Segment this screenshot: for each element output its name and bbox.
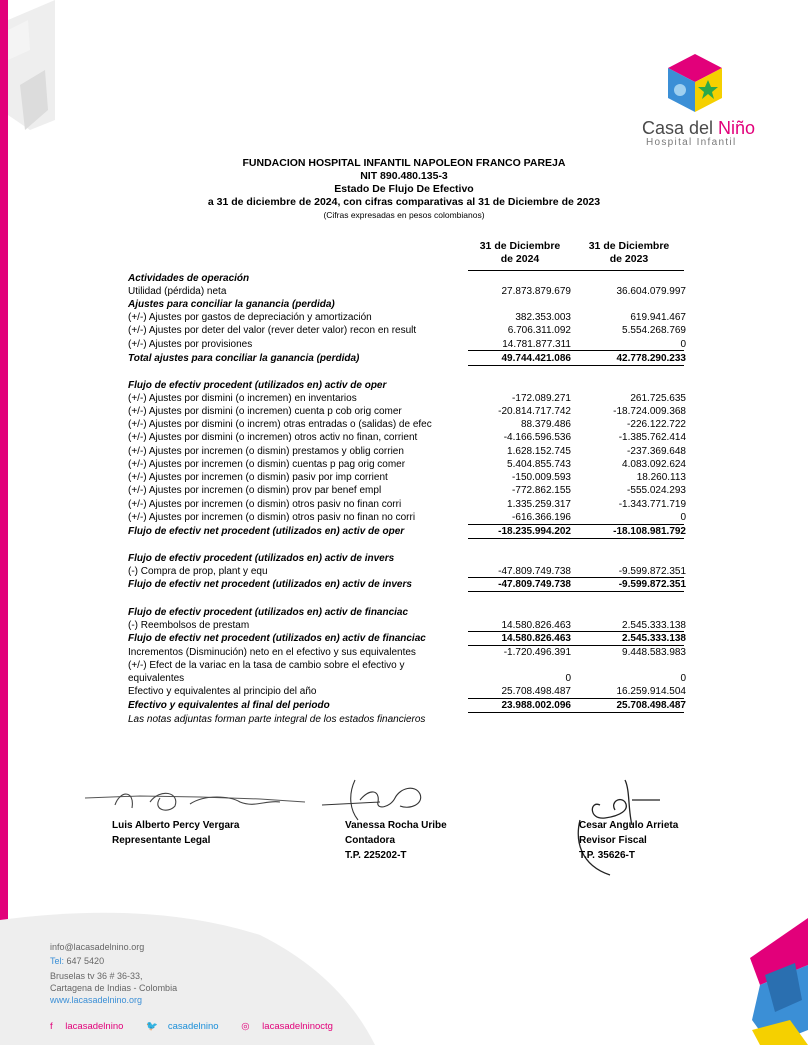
column-header-2023: 31 de Diciembre de 2023 [588,240,670,265]
table-row: Flujo de efectiv procedent (utilizados en) activ de financiac [128,607,409,618]
table-row: (+/-) Ajustes por incremen (o dismin) pasiv por imp corrient -150.009.593 18.260.113 [128,472,686,483]
table-row: (-) Compra de prop, plant y equ -47.809.749.738 -9.599.872.351 [128,566,686,577]
statement-title: Estado De Flujo De Efectivo [334,183,474,195]
table-row: (+/-) Ajustes por incremen (o dismin) cuentas p pag orig comer 5.404.855.743 4.083.092.624 [128,459,686,470]
currency-note: (Cifras expresadas en pesos colombianos) [323,210,485,220]
table-row: Incrementos (Disminución) neto en el efectivo y sus equivalentes -1.720.496.391 9.448.583.983 [128,647,686,658]
table-row: (+/-) Ajustes por deter del valor (rever deter valor) recon en result 6.706.311.092 5.554.268.769 [128,325,686,336]
table-row: (+/-) Ajustes por provisiones 14.781.877.311 0 [128,339,686,350]
instagram-link[interactable]: ◎ lacasadelninoctg [241,1021,333,1032]
rule [468,365,684,366]
facebook-link[interactable]: f lacasadelnino [50,1021,124,1032]
facebook-icon: f [50,1021,53,1032]
company-nit: NIT 890.480.135-3 [360,170,448,182]
table-row: Flujo de efectiv procedent (utilizados en) activ de invers [128,553,395,564]
table-row-total: Flujo de efectiv net procedent (utilizados en) activ de financiac 14.580.826.463 2.545.333.138 [128,633,686,644]
rule [468,645,684,646]
table-row-total: Efectivo y equivalentes al final del periodo 23.988.002.096 25.708.498.487 [128,700,686,711]
table-row: (+/-) Ajustes por incremen (o dismin) otros pasiv no finan no corri -616.366.196 0 [128,512,686,523]
footer-email[interactable]: info@lacasadelnino.org [50,942,145,952]
table-row: (+/-) Ajustes por dismini (o incremen) cuenta p cob orig comer -20.814.717.742 -18.724.009.368 [128,406,686,417]
rule [468,712,684,713]
signature-accountant: Vanessa Rocha Uribe Contadora T.P. 225202-T [345,820,447,861]
table-row-total: Flujo de efectiv net procedent (utilizados en) activ de invers -47.809.749.738 -9.599.872.351 [128,579,686,590]
table-row: (+/-) Ajustes por incremen (o dismin) prov par benef empl -772.862.155 -555.024.293 [128,485,686,496]
footer-website-link[interactable]: www.lacasadelnino.org [50,995,143,1005]
rule [468,577,684,578]
table-row: Utilidad (pérdida) neta 27.873.879.679 36.604.079.997 [128,286,686,297]
rule [468,591,684,592]
logo-name: Casa del Niño [642,118,756,138]
table-row: (+/-) Ajustes por incremen (o dismin) otros pasiv no finan corri 1.335.259.317 -1.343.771.719 [128,499,686,510]
rule [468,524,684,525]
table-row: Actividades de operación [128,273,250,284]
logo-subtitle: Hospital Infantil [646,137,737,148]
rule [468,350,684,351]
signature-fiscal-reviewer: Cesar Angulo Arrieta Revisor Fiscal T.P. 35626-T [579,820,679,861]
footer-social-links [50,1021,353,1032]
table-row: (+/-) Ajustes por dismini (o incremen) otros activ no finan, corrient -4.166.596.536 -1.385.762.414 [128,432,686,443]
table-row: (+/-) Ajustes por incremen (o dismin) prestamos y oblig corrien 1.628.152.745 -237.369.648 [128,446,686,457]
column-header-2024: 31 de Diciembre de 2024 [479,240,561,265]
table-row-total: Flujo de efectiv net procedent (utilizados en) activ de oper -18.235.994.202 -18.108.981.792 [128,526,686,537]
table-row: (+/-) Efect de la variac en la tasa de cambio sobre el efectivo y [128,660,405,671]
company-name: FUNDACION HOSPITAL INFANTIL NAPOLEON FRANCO PAREJA [242,157,566,169]
footer-address-line2: Cartagena de Indias - Colombia [50,983,178,993]
rule [468,538,684,539]
signature-legal-rep: Luis Alberto Percy Vergara Representante Legal [112,820,240,846]
twitter-icon: 🐦 [146,1021,158,1032]
rule [468,631,684,632]
table-row: (+/-) Ajustes por gastos de depreciación y amortización 382.353.003 619.941.467 [128,312,686,323]
table-row: (-) Reembolsos de prestam 14.580.826.463 2.545.333.138 [128,620,686,631]
header-underline [468,270,684,271]
footer-phone: Tel: 647 5420 [50,956,105,966]
table-row: Efectivo y equivalentes al principio del año 25.708.498.487 16.259.914.504 [128,686,686,697]
table-row: (+/-) Ajustes por dismini (o increm) otras entradas o (salidas) de efec 88.379.486 -226.122.722 [128,419,686,430]
statement-period: a 31 de diciembre de 2024, con cifras comparativas al 31 de Diciembre de 2023 [207,196,601,208]
table-row: equivalentes 0 0 [128,673,686,684]
table-row: Ajustes para conciliar la ganancia (perdida) [128,299,335,310]
table-footnote: Las notas adjuntas forman parte integral de los estados financieros [128,714,426,725]
instagram-icon: ◎ [241,1021,250,1032]
table-row: Flujo de efectiv procedent (utilizados en) activ de oper [128,380,387,391]
twitter-link[interactable]: 🐦 casadelnino [146,1021,219,1032]
rule [468,698,684,699]
footer-address-line1: Bruselas tv 36 # 36-33, [50,971,143,981]
table-row: (+/-) Ajustes por dismini (o incremen) en inventarios -172.089.271 261.725.635 [128,393,686,404]
table-row-total: Total ajustes para conciliar la ganancia (perdida) 49.744.421.086 42.778.290.233 [128,353,686,364]
